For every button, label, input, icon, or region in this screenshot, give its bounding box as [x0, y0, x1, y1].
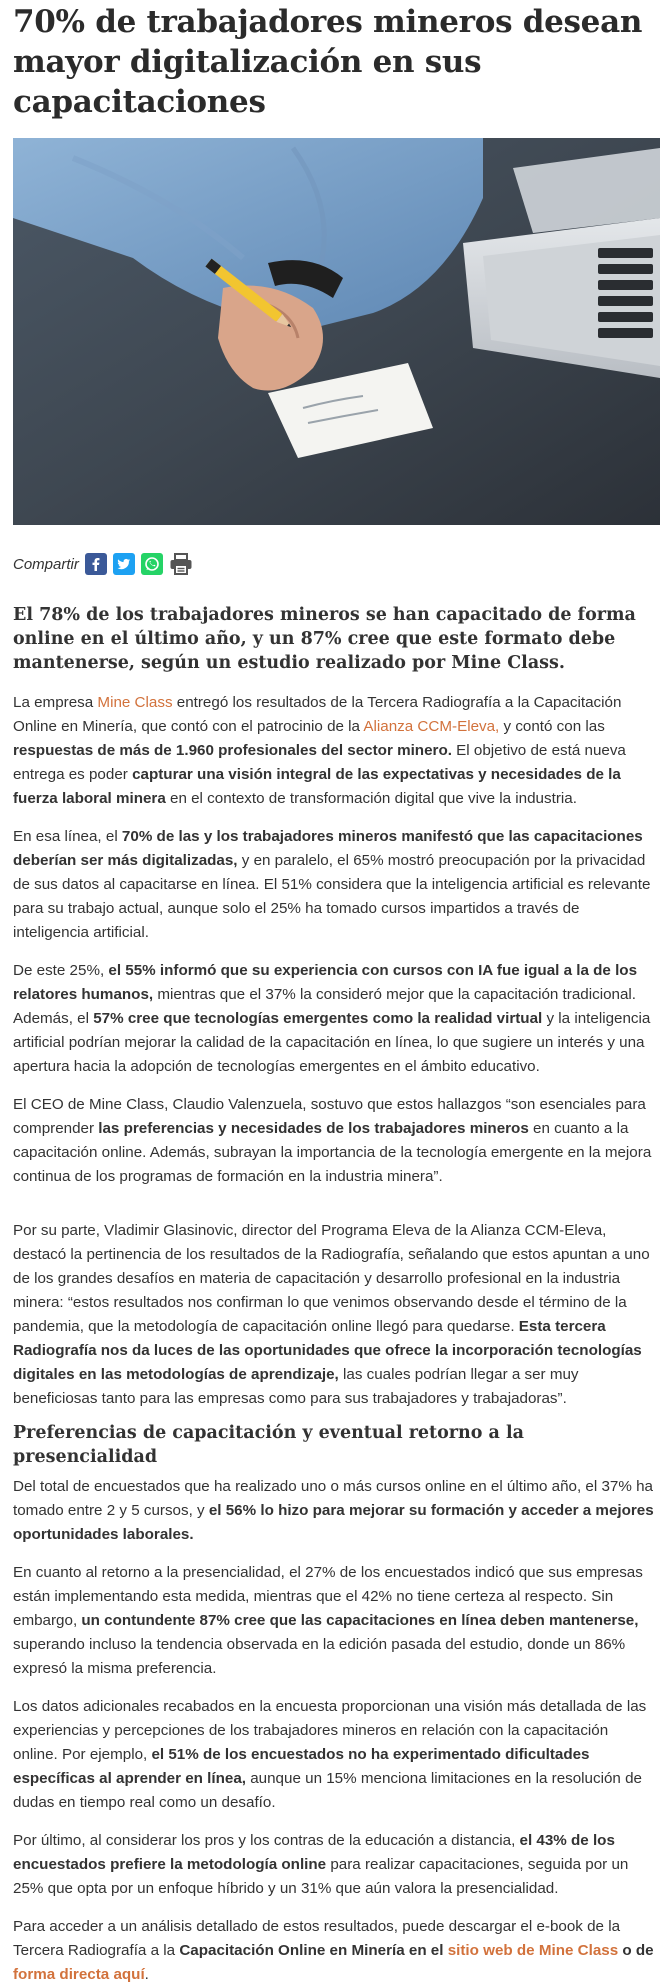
paragraph-2: En esa línea, el 70% de las y los trabajadores mineros manifestó que las capacitaciones deberían ser más digitalizadas, y en paralelo, el 65% mostró preocupación por la privacidad de sus datos al capacitarse en línea. El 51% considera que la inteligencia artificial es relevante para su trabajo actual, aunque solo el 25% ha tomado cursos impartidos a través de inteligencia artificial. [13, 828, 651, 941]
direct-download-link[interactable]: forma directa aquí [13, 1966, 145, 1983]
mine-class-website-link[interactable]: sitio web de Mine Class [447, 1942, 619, 1959]
share-bar [13, 551, 657, 577]
whatsapp-icon[interactable] [141, 553, 163, 575]
alianza-link[interactable]: Alianza CCM-Eleva, [363, 718, 500, 735]
mine-class-link[interactable]: Mine Class [97, 694, 173, 711]
paragraph-4: El CEO de Mine Class, Claudio Valenzuela, sostuvo que estos hallazgos “son esenciales para comprender las preferencias y necesidades de los trabajadores mineros en cuanto a la capacitación online. Además, subrayan la importancia de la tecnología emergente en la mejora continua de los programas de formación en la industria minera”. [13, 1096, 652, 1185]
section-heading: Preferencias de capacitación y eventual retorno a la presencialidad [13, 1423, 524, 1467]
paragraph-5: Por su parte, Vladimir Glasinovic, director del Programa Eleva de la Alianza CCM-Eleva, destacó la pertinencia de los resultados de la Radiografía, señalando que estos apuntan a uno de los grandes desafíos en materia de capacitación y desarrollo profesional en la industria minera: “estos resultados nos confirman lo que venimos observando desde el término de la pandemia, que la metodología de capacitación online llegó para quedarse. Esta tercera Radiografía nos da luces de las oportunidades que ofrece la incorporación tecnologías digitales en las metodologías de aprendizaje, las cuales podrían llegar a ser muy beneficiosas tanto para las empresas como para sus trabajadores y trabajadoras”. [13, 1222, 650, 1407]
article-lead: El 78% de los trabajadores mineros se han capacitado de forma online en el último año, y un 87% cree que este formato debe mantenerse, según un estudio realizado por Mine Class. [13, 605, 636, 673]
paragraph-8: Los datos adicionales recabados en la encuesta proporcionan una visión más detallada de las experiencias y percepciones de los trabajadores mineros en relación con la capacitación online. Por ejemplo, el 51% de los encuestados no ha experimentado dificultades específicas al aprender en línea, aunque un 15% menciona limitaciones en la resolución de dudas en tiempo real como un desafío. [13, 1698, 647, 1811]
share-label: Compartir [13, 555, 79, 573]
paragraph-10: Para acceder a un análisis detallado de estos resultados, puede descargar el e-book de la Tercera Radiografía a la Capacitación Online en Minería en el sitio web de Mine Class o de forma directa aquí. [13, 1918, 654, 1983]
print-icon[interactable] [169, 553, 191, 575]
paragraph-3: De este 25%, el 55% informó que su experiencia con cursos con IA fue igual a la de los relatores humanos, mientras que el 37% la consideró mejor que la capacitación tradicional. Además, el 57% cree que tecnologías emergentes como la realidad virtual y la inteligencia artificial podrían mejorar la calidad de la capacitación en línea, lo que sugiere un interés y una apertura hacia la adopción de tecnologías emergentes en el ámbito educativo. [13, 962, 651, 1075]
hero-image [13, 138, 660, 525]
paragraph-7: En cuanto al retorno a la presencialidad, el 27% de los encuestados indicó que sus empresas están implementando esta medida, mientras que el 42% no tiene certeza al respecto. Sin embargo, un contundente 87% cree que las capacitaciones en línea deben mantenerse, superando incluso la tendencia observada en la edición pasada del estudio, donde un 86% expresó la misma preferencia. [13, 1564, 643, 1677]
paragraph-1: La empresa Mine Class entregó los resultados de la Tercera Radiografía a la Capacitación Online en Minería, que contó con el patrocinio de la Alianza CCM-Eleva, y contó con las respuestas de más de 1.960 profesionales del sector minero. El objetivo de está nueva entrega es poder capturar una visión integral de las expectativas y necesidades de la fuerza laboral minera en el contexto de transformación digital que vive la industria. [13, 694, 626, 807]
article [0, 2, 670, 1987]
twitter-icon[interactable] [113, 553, 135, 575]
paragraph-6: Del total de encuestados que ha realizado uno o más cursos online en el último año, el 37% ha tomado entre 2 y 5 cursos, y el 56% lo hizo para mejorar su formación y acceder a mejores oportunidades laborales. [13, 1478, 654, 1543]
article-title: 70% de trabajadores mineros desean mayor digitalización en sus capacitaciones [13, 4, 643, 120]
paragraph-9: Por último, al considerar los pros y los contras de la educación a distancia, el 43% de los encuestados prefiere la metodología online para realizar capacitaciones, seguida por un 25% que opta por un enfoque híbrido y un 31% que aún valora la presencialidad. [13, 1832, 629, 1897]
facebook-icon[interactable] [85, 553, 107, 575]
